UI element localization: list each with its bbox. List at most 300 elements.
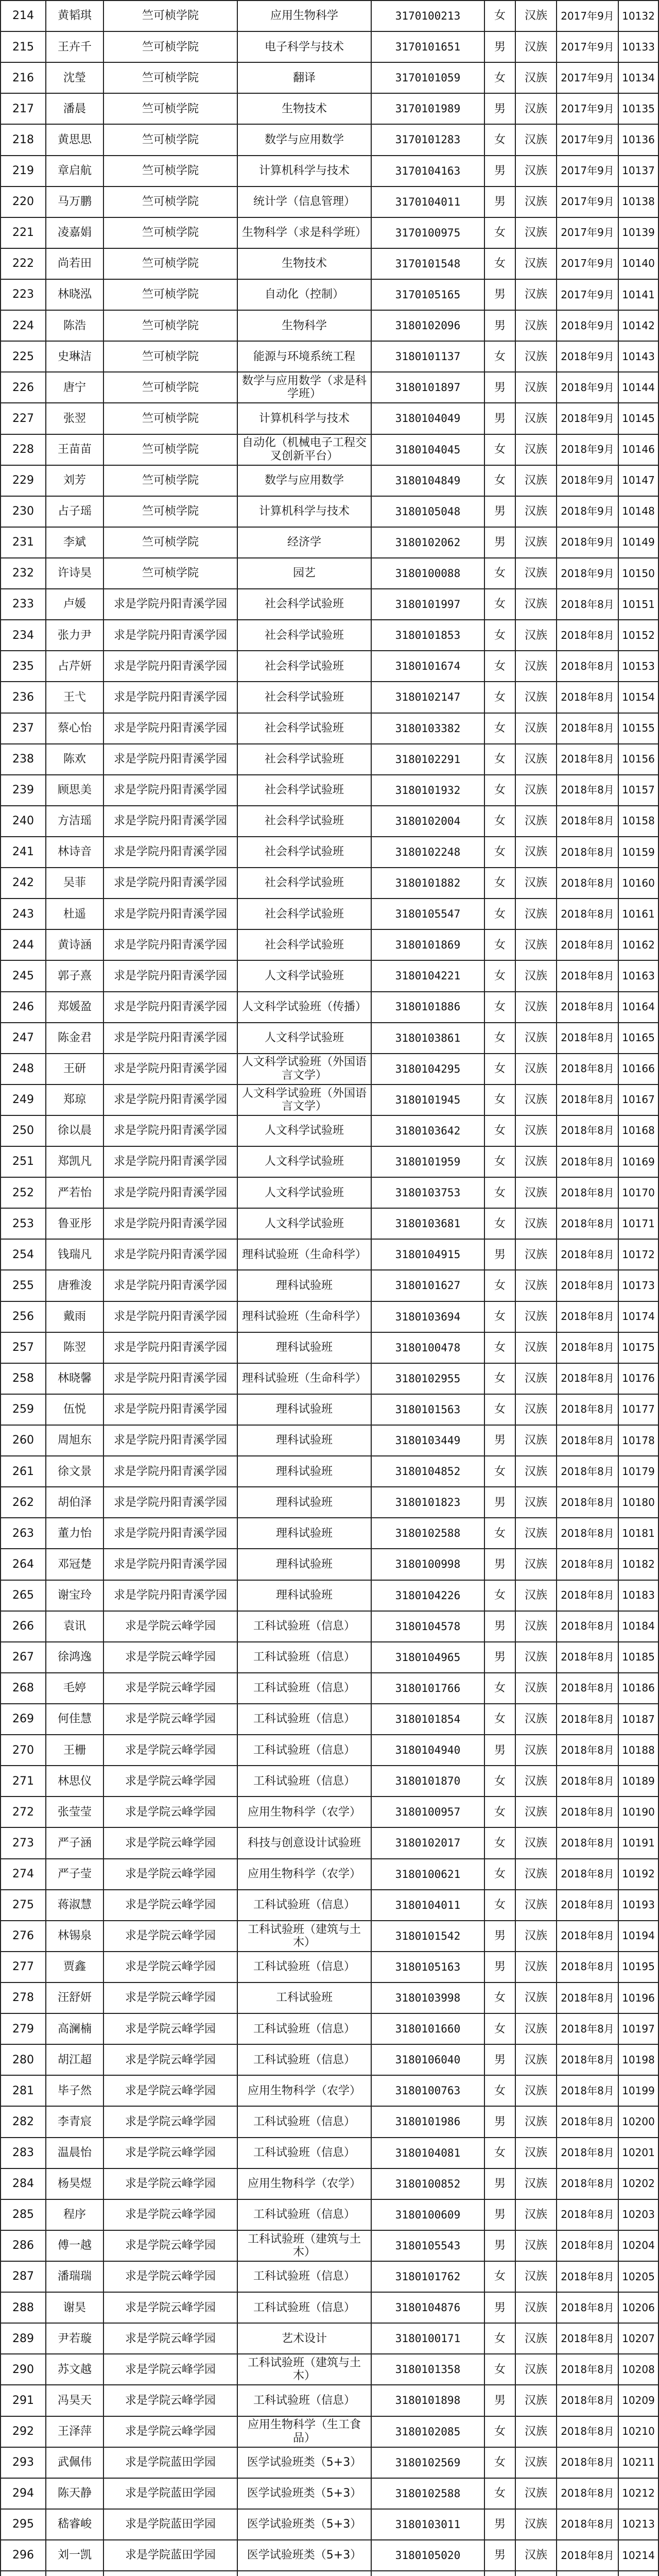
cell-code: 10197: [619, 2014, 659, 2045]
table-row: [1, 2417, 659, 2448]
cell-no: 287: [1, 2262, 46, 2293]
cell-gender: 女: [485, 868, 516, 899]
cell-no: 233: [1, 589, 46, 620]
cell-gender: 男: [485, 2293, 516, 2324]
cell-no: 214: [1, 1, 46, 32]
cell-no: 248: [1, 1054, 46, 1085]
cell-code: 10173: [619, 1270, 659, 1301]
cell-major: 理科试验班（生命科学）: [238, 1364, 372, 1395]
cell-ethnic: [516, 2571, 557, 2576]
cell-name: 杜遥: [46, 899, 104, 930]
cell-college: 竺可桢学院: [104, 435, 238, 466]
cell-name: 王苗苗: [46, 435, 104, 466]
cell-name: 潘瑞瑞: [46, 2262, 104, 2293]
table-row: [1, 868, 659, 899]
cell-ethnic: 汉族: [516, 1642, 557, 1673]
cell-ethnic: 汉族: [516, 311, 557, 342]
cell-ethnic: 汉族: [516, 1487, 557, 1518]
cell-name: 徐鸿逸: [46, 1642, 104, 1673]
cell-no: 268: [1, 1673, 46, 1704]
cell-name: 刘一凯: [46, 2540, 104, 2571]
cell-sid: 3180102096: [372, 311, 485, 342]
cell-college: 求是学院丹阳青溪学园: [104, 589, 238, 620]
cell-ethnic: 汉族: [516, 1240, 557, 1270]
cell-sid: 3180100478: [372, 1333, 485, 1364]
cell-sid: 3180101870: [372, 1766, 485, 1797]
cell-no: 270: [1, 1735, 46, 1766]
cell-gender: 女: [485, 2417, 516, 2448]
cell-name: 苏文越: [46, 2354, 104, 2385]
cell-name: 沈瑩: [46, 63, 104, 94]
cell-gender: 女: [485, 1890, 516, 1921]
cell-code: 10208: [619, 2354, 659, 2385]
cell-college: 求是学院云峰学园: [104, 2107, 238, 2138]
cell-enroll: 2018年8月: [557, 1673, 619, 1704]
cell-gender: 女: [485, 744, 516, 775]
cell-name: 潘晨: [46, 94, 104, 125]
cell-gender: 女: [485, 1983, 516, 2014]
table-row: [1, 435, 659, 466]
cell-name: 唐雅浚: [46, 1270, 104, 1301]
cell-college: 求是学院云峰学园: [104, 1921, 238, 1952]
cell-enroll: 2018年8月: [557, 837, 619, 868]
cell-gender: 女: [485, 1797, 516, 1828]
cell-name: 严子涵: [46, 1828, 104, 1859]
cell-college: 求是学院丹阳青溪学园: [104, 1023, 238, 1054]
cell-no: 228: [1, 435, 46, 466]
cell-name: 顾思美: [46, 775, 104, 806]
cell-sid: 3180101563: [372, 1395, 485, 1426]
cell-gender: 女: [485, 930, 516, 961]
cell-code: 10153: [619, 651, 659, 682]
cell-sid: 3180104045: [372, 435, 485, 466]
cell-college: 求是学院云峰学园: [104, 2417, 238, 2448]
cell-code: 10209: [619, 2385, 659, 2416]
cell-code: 10158: [619, 806, 659, 837]
cell-ethnic: 汉族: [516, 1, 557, 32]
cell-sid: [372, 2571, 485, 2576]
cell-code: 10142: [619, 311, 659, 342]
cell-code: 10154: [619, 682, 659, 713]
cell-code: 10200: [619, 2107, 659, 2138]
cell-major: 社会科学试验班: [238, 651, 372, 682]
cell-gender: 男: [485, 2045, 516, 2076]
cell-major: 计算机科学与技术: [238, 156, 372, 187]
cell-code: 10188: [619, 1735, 659, 1766]
cell-code: 10177: [619, 1395, 659, 1426]
cell-ethnic: 汉族: [516, 806, 557, 837]
cell-name: 李青宸: [46, 2107, 104, 2138]
cell-name: 嵇睿峻: [46, 2510, 104, 2540]
cell-college: 求是学院云峰学园: [104, 2385, 238, 2416]
table-row: [1, 682, 659, 713]
cell-college: 求是学院丹阳青溪学园: [104, 1147, 238, 1178]
cell-name: 尚若田: [46, 249, 104, 280]
cell-college: 求是学院丹阳青溪学园: [104, 1085, 238, 1116]
cell-ethnic: 汉族: [516, 1456, 557, 1487]
cell-college: 求是学院丹阳青溪学园: [104, 1487, 238, 1518]
cell-sid: 3180102248: [372, 837, 485, 868]
cell-enroll: 2017年9月: [557, 187, 619, 218]
cell-sid: 3180104940: [372, 1735, 485, 1766]
cell-gender: 男: [485, 1487, 516, 1518]
cell-name: 胡江超: [46, 2045, 104, 2076]
cell-gender: 男: [485, 2510, 516, 2540]
cell-sid: 3170101059: [372, 63, 485, 94]
cell-code: 10150: [619, 558, 659, 589]
cell-sid: 3180103753: [372, 1178, 485, 1209]
table-row: [1, 94, 659, 125]
cell-major: 理科试验班: [238, 1270, 372, 1301]
cell-enroll: 2018年8月: [557, 2231, 619, 2262]
cell-gender: 男: [485, 2107, 516, 2138]
cell-no: 256: [1, 1302, 46, 1333]
cell-sid: 3180102017: [372, 1828, 485, 1859]
cell-sid: 3170101989: [372, 94, 485, 125]
cell-name: [46, 2571, 104, 2576]
cell-code: 10210: [619, 2417, 659, 2448]
cell-sid: 3180101542: [372, 1921, 485, 1952]
cell-no: 292: [1, 2417, 46, 2448]
cell-major: 医学试验班类（5+3）: [238, 2479, 372, 2510]
cell-major: 工科试验班（信息）: [238, 2293, 372, 2324]
cell-enroll: 2018年8月: [557, 930, 619, 961]
cell-enroll: 2018年8月: [557, 2385, 619, 2416]
cell-major: 科技与创意设计试验班: [238, 1828, 372, 1859]
cell-college: 求是学院丹阳青溪学园: [104, 620, 238, 651]
cell-ethnic: 汉族: [516, 1797, 557, 1828]
cell-name: 陈天静: [46, 2479, 104, 2510]
cell-enroll: 2018年8月: [557, 682, 619, 713]
cell-major: 理科试验班（生命科学）: [238, 1302, 372, 1333]
cell-code: 10145: [619, 403, 659, 434]
cell-gender: 女: [485, 806, 516, 837]
cell-name: 郭子熹: [46, 961, 104, 992]
cell-sid: 3180102588: [372, 1518, 485, 1549]
cell-major: 社会科学试验班: [238, 714, 372, 744]
cell-major: 工科试验班（信息）: [238, 1704, 372, 1735]
cell-code: 10195: [619, 1952, 659, 1983]
cell-major: 理科试验班: [238, 1456, 372, 1487]
cell-gender: 女: [485, 1364, 516, 1395]
cell-ethnic: 汉族: [516, 2231, 557, 2262]
cell-sid: 3180101959: [372, 1147, 485, 1178]
cell-enroll: 2018年8月: [557, 775, 619, 806]
table-row: [1, 1921, 659, 1952]
cell-ethnic: 汉族: [516, 125, 557, 156]
cell-enroll: 2018年8月: [557, 1023, 619, 1054]
cell-gender: 女: [485, 589, 516, 620]
cell-sid: 3180102062: [372, 528, 485, 558]
cell-name: 徐文景: [46, 1456, 104, 1487]
cell-gender: 女: [485, 1270, 516, 1301]
cell-major: 应用生物科学（农学）: [238, 1859, 372, 1890]
cell-no: 234: [1, 620, 46, 651]
cell-college: 求是学院丹阳青溪学园: [104, 868, 238, 899]
cell-major: 人文科学试验班（传播）: [238, 992, 372, 1023]
cell-major: 理科试验班: [238, 1395, 372, 1426]
cell-ethnic: 汉族: [516, 497, 557, 528]
cell-code: 10181: [619, 1518, 659, 1549]
cell-gender: 女: [485, 1054, 516, 1085]
table-row: [1, 1302, 659, 1333]
cell-gender: 女: [485, 1333, 516, 1364]
cell-name: 王弋: [46, 682, 104, 713]
cell-gender: 女: [485, 1085, 516, 1116]
cell-name: 毕子然: [46, 2076, 104, 2107]
cell-enroll: 2018年8月: [557, 1642, 619, 1673]
cell-ethnic: 汉族: [516, 1302, 557, 1333]
table-row: [1, 372, 659, 403]
cell-college: 竺可桢学院: [104, 125, 238, 156]
cell-name: 徐以晨: [46, 1116, 104, 1147]
cell-major: [238, 2571, 372, 2576]
table-row: [1, 1797, 659, 1828]
cell-code: 10140: [619, 249, 659, 280]
cell-enroll: 2018年8月: [557, 1735, 619, 1766]
cell-college: 求是学院丹阳青溪学园: [104, 1518, 238, 1549]
cell-ethnic: 汉族: [516, 2540, 557, 2571]
cell-gender: 女: [485, 775, 516, 806]
cell-name: 王研: [46, 1054, 104, 1085]
cell-sid: 3180104849: [372, 466, 485, 497]
cell-enroll: 2018年8月: [557, 1952, 619, 1983]
cell-major: 人文科学试验班: [238, 1209, 372, 1240]
cell-major: 人文科学试验班: [238, 961, 372, 992]
cell-no: 240: [1, 806, 46, 837]
cell-name: 林晓馨: [46, 1364, 104, 1395]
cell-name: 王卉千: [46, 32, 104, 63]
cell-enroll: 2018年8月: [557, 1333, 619, 1364]
cell-ethnic: 汉族: [516, 2169, 557, 2200]
cell-gender: 女: [485, 1456, 516, 1487]
cell-sid: 3180101898: [372, 2385, 485, 2416]
cell-name: 陈欢: [46, 744, 104, 775]
cell-gender: 女: [485, 714, 516, 744]
table-row: [1, 2385, 659, 2416]
cell-major: 社会科学试验班: [238, 620, 372, 651]
cell-ethnic: 汉族: [516, 1023, 557, 1054]
cell-code: 10186: [619, 1673, 659, 1704]
cell-enroll: 2018年8月: [557, 1147, 619, 1178]
cell-ethnic: 汉族: [516, 775, 557, 806]
cell-code: 10141: [619, 280, 659, 311]
cell-enroll: 2018年9月: [557, 528, 619, 558]
cell-college: 竺可桢学院: [104, 342, 238, 372]
cell-name: 郑凯凡: [46, 1147, 104, 1178]
table-row: [1, 1581, 659, 1612]
cell-enroll: 2018年8月: [557, 1270, 619, 1301]
cell-ethnic: 汉族: [516, 2354, 557, 2385]
cell-code: 10172: [619, 1240, 659, 1270]
cell-code: 10148: [619, 497, 659, 528]
cell-college: 求是学院丹阳青溪学园: [104, 714, 238, 744]
cell-enroll: 2018年8月: [557, 1549, 619, 1580]
table-row: [1, 1642, 659, 1673]
cell-enroll: 2018年9月: [557, 403, 619, 434]
table-row: [1, 1, 659, 32]
cell-enroll: 2018年8月: [557, 1178, 619, 1209]
cell-sid: 3180101869: [372, 930, 485, 961]
cell-no: 222: [1, 249, 46, 280]
cell-code: 10139: [619, 218, 659, 249]
cell-code: 10205: [619, 2262, 659, 2293]
cell-gender: 女: [485, 435, 516, 466]
cell-no: 281: [1, 2076, 46, 2107]
cell-college: 求是学院丹阳青溪学园: [104, 1054, 238, 1085]
cell-no: 284: [1, 2169, 46, 2200]
cell-gender: 男: [485, 403, 516, 434]
cell-enroll: 2018年8月: [557, 589, 619, 620]
cell-name: 占芹妍: [46, 651, 104, 682]
cell-code: 10183: [619, 1581, 659, 1612]
cell-enroll: 2018年8月: [557, 1983, 619, 2014]
cell-code: 10138: [619, 187, 659, 218]
cell-gender: 男: [485, 1735, 516, 1766]
cell-name: 林锡泉: [46, 1921, 104, 1952]
cell-name: 张莹莹: [46, 1797, 104, 1828]
table-row: [1, 497, 659, 528]
cell-enroll: 2018年8月: [557, 899, 619, 930]
table-row: [1, 1270, 659, 1301]
cell-code: 10169: [619, 1147, 659, 1178]
cell-enroll: 2018年8月: [557, 2479, 619, 2510]
table-row: [1, 961, 659, 992]
cell-sid: 3180101897: [372, 372, 485, 403]
cell-gender: 女: [485, 63, 516, 94]
cell-name: 鲁亚彤: [46, 1209, 104, 1240]
cell-no: 226: [1, 372, 46, 403]
cell-enroll: 2018年8月: [557, 2014, 619, 2045]
cell-ethnic: 汉族: [516, 2448, 557, 2479]
cell-major: 医学试验班类（5+3）: [238, 2540, 372, 2571]
cell-major: 社会科学试验班: [238, 682, 372, 713]
cell-college: 求是学院丹阳青溪学园: [104, 837, 238, 868]
cell-major: 工科试验班（信息）: [238, 2014, 372, 2045]
cell-no: 243: [1, 899, 46, 930]
table-row: [1, 1983, 659, 2014]
cell-name: 郑媛盈: [46, 992, 104, 1023]
cell-no: 257: [1, 1333, 46, 1364]
cell-gender: 女: [485, 2076, 516, 2107]
table-row: [1, 899, 659, 930]
cell-ethnic: 汉族: [516, 1859, 557, 1890]
cell-name: 王栅: [46, 1735, 104, 1766]
cell-name: 钱瑞凡: [46, 1240, 104, 1270]
cell-ethnic: 汉族: [516, 2107, 557, 2138]
cell-gender: 男: [485, 2231, 516, 2262]
cell-major: 社会科学试验班: [238, 837, 372, 868]
cell-gender: [485, 2571, 516, 2576]
cell-name: 卢媛: [46, 589, 104, 620]
cell-enroll: 2018年8月: [557, 2169, 619, 2200]
cell-sid: 3180104578: [372, 1612, 485, 1642]
cell-ethnic: 汉族: [516, 32, 557, 63]
cell-name: 唐宁: [46, 372, 104, 403]
cell-no: 283: [1, 2138, 46, 2169]
cell-sid: 3180102147: [372, 682, 485, 713]
cell-gender: 女: [485, 1518, 516, 1549]
cell-enroll: 2018年9月: [557, 435, 619, 466]
cell-sid: 3170105165: [372, 280, 485, 311]
cell-major: 人文科学试验班: [238, 1116, 372, 1147]
cell-major: 工科试验班（信息）: [238, 2262, 372, 2293]
cell-ethnic: 汉族: [516, 1395, 557, 1426]
cell-gender: 女: [485, 837, 516, 868]
cell-gender: 男: [485, 1952, 516, 1983]
table-row: [1, 714, 659, 744]
cell-name: 方洁瑶: [46, 806, 104, 837]
cell-enroll: 2018年8月: [557, 2293, 619, 2324]
cell-college: 竺可桢学院: [104, 558, 238, 589]
table-row: [1, 651, 659, 682]
table-row: [1, 1890, 659, 1921]
cell-code: 10156: [619, 744, 659, 775]
cell-gender: 女: [485, 1178, 516, 1209]
table-row: [1, 1178, 659, 1209]
cell-sid: 3180101358: [372, 2354, 485, 2385]
cell-gender: 男: [485, 2200, 516, 2231]
cell-gender: 女: [485, 651, 516, 682]
table-row: [1, 125, 659, 156]
cell-name: 杨昊煜: [46, 2169, 104, 2200]
cell-no: 246: [1, 992, 46, 1023]
cell-ethnic: 汉族: [516, 1890, 557, 1921]
table-row: [1, 1735, 659, 1766]
cell-sid: 3180102955: [372, 1364, 485, 1395]
cell-no: 288: [1, 2293, 46, 2324]
cell-college: 求是学院云峰学园: [104, 1766, 238, 1797]
cell-no: 241: [1, 837, 46, 868]
cell-enroll: 2018年8月: [557, 2200, 619, 2231]
cell-college: [104, 2571, 238, 2576]
cell-code: 10162: [619, 930, 659, 961]
cell-no: 231: [1, 528, 46, 558]
cell-no: 280: [1, 2045, 46, 2076]
cell-ethnic: 汉族: [516, 1983, 557, 2014]
cell-ethnic: 汉族: [516, 1426, 557, 1456]
cell-gender: 女: [485, 1147, 516, 1178]
cell-major: 数学与应用数学（求是科学班）: [238, 372, 372, 403]
cell-gender: 女: [485, 1766, 516, 1797]
table-row: [1, 1395, 659, 1426]
cell-no: 218: [1, 125, 46, 156]
cell-ethnic: 汉族: [516, 372, 557, 403]
cell-name: 胡伯泽: [46, 1487, 104, 1518]
cell-ethnic: 汉族: [516, 403, 557, 434]
cell-name: 林诗音: [46, 837, 104, 868]
cell-code: 10135: [619, 94, 659, 125]
cell-code: 10189: [619, 1766, 659, 1797]
table-row: [1, 156, 659, 187]
cell-college: 求是学院丹阳青溪学园: [104, 1178, 238, 1209]
cell-code: 10198: [619, 2045, 659, 2076]
cell-major: 工科试验班（信息）: [238, 2045, 372, 2076]
cell-ethnic: 汉族: [516, 249, 557, 280]
cell-no: 282: [1, 2107, 46, 2138]
cell-enroll: 2018年8月: [557, 620, 619, 651]
cell-gender: 男: [485, 497, 516, 528]
cell-college: 求是学院云峰学园: [104, 1983, 238, 2014]
cell-college: 求是学院云峰学园: [104, 1952, 238, 1983]
table-row: [1, 1426, 659, 1456]
cell-major: 应用生物科学（生工食品）: [238, 2417, 372, 2448]
table-row: [1, 1364, 659, 1395]
cell-no: 247: [1, 1023, 46, 1054]
cell-code: 10185: [619, 1642, 659, 1673]
cell-code: 10192: [619, 1859, 659, 1890]
cell-no: 262: [1, 1487, 46, 1518]
